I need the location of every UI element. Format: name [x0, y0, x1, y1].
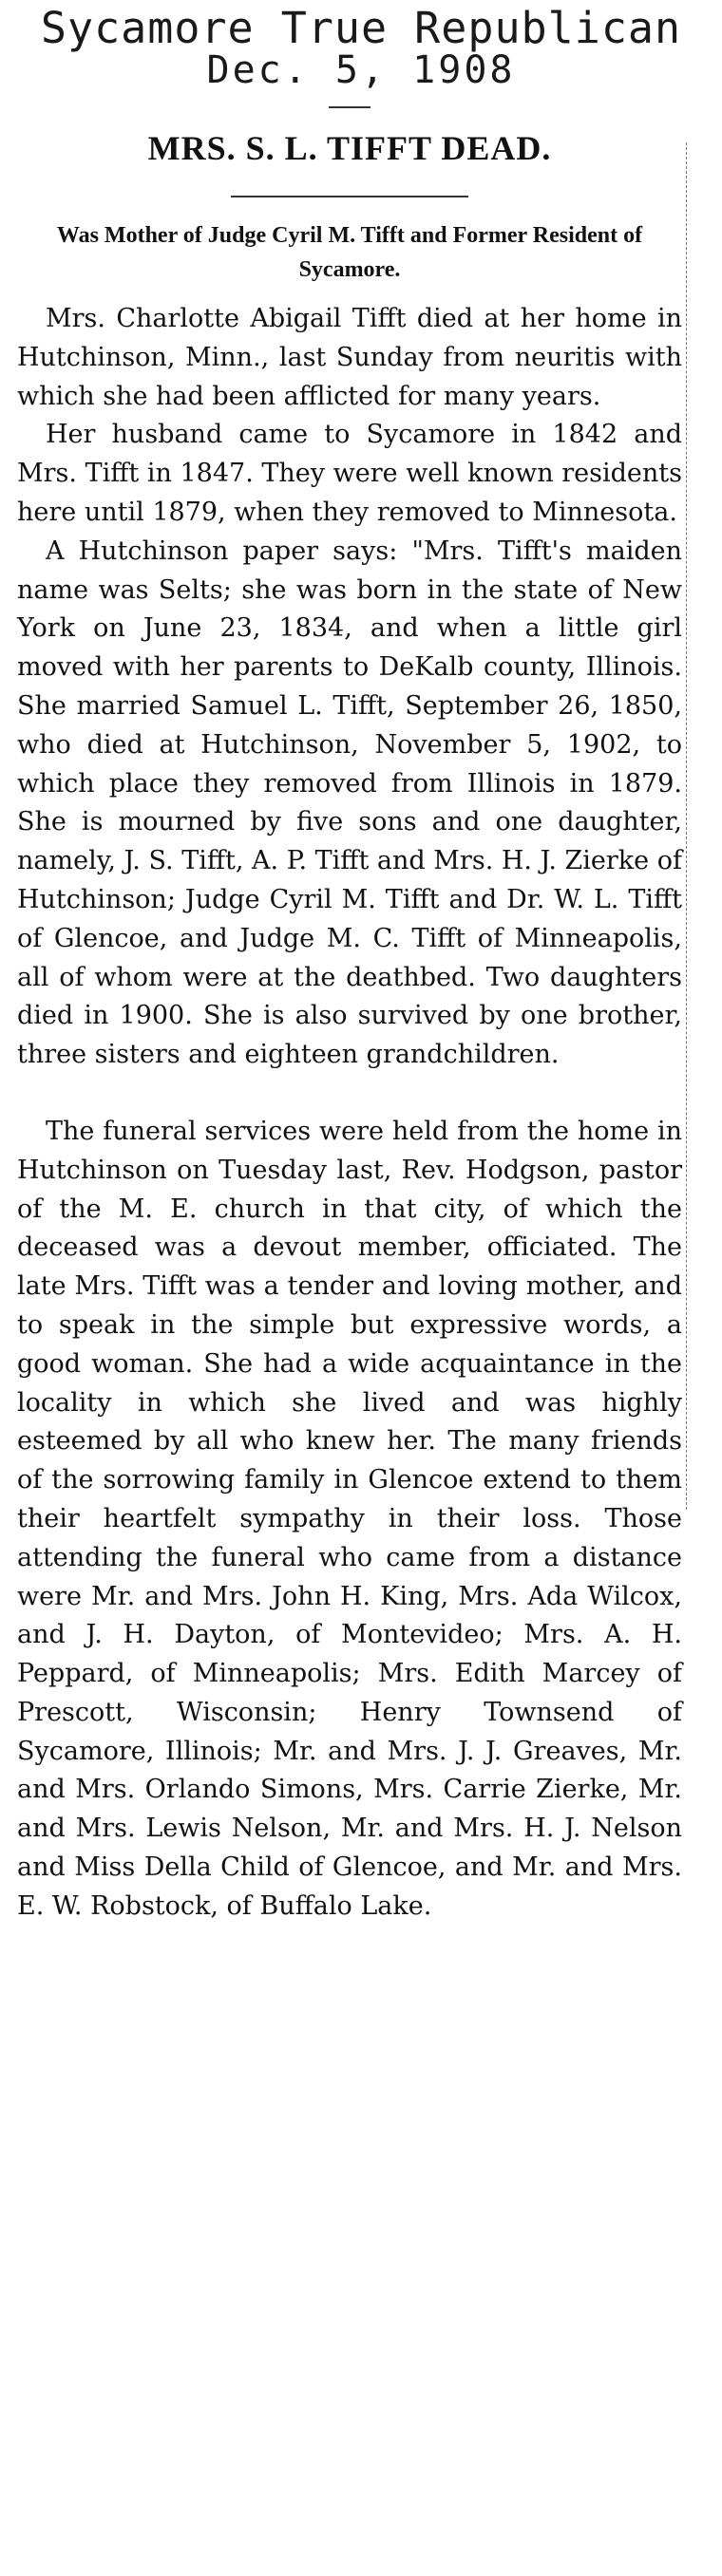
headline-divider — [231, 196, 468, 197]
article-paragraph-1: Mrs. Charlotte Abigail Tifft died at her home in Hutchinson, Minn., last Sunday from neuritis with which she had been afflicted for many years. — [17, 304, 682, 411]
article-subheadline: Was Mother of Judge Cyril M. Tifft and Former Resident of Sycamore. — [56, 223, 643, 282]
masthead — [0, 0, 722, 91]
newspaper-name: Sycamore True Republican — [40, 3, 682, 53]
publication-date: Dec. 5, 1908 — [206, 48, 516, 92]
article-column — [17, 112, 682, 1927]
article-headline: MRS. S. L. TIFFT DEAD. — [147, 129, 552, 167]
article-paragraph-2: Her husband came to Sycamore in 1842 and Mrs. Tifft in 1847. They were well known residents here until 1879, when they removed to Minnesota. — [17, 420, 682, 527]
article-paragraph-3: A Hutchinson paper says: "Mrs. Tifft's maiden name was Selts; she was born in the state of New York on June 23, 1834, and when a little girl moved with her parents to DeKalb county, Illinois. She married Samuel L. Tifft, September 26, 1850, who died at Hutchinson, November 5, 1902, to which place they removed from Illinois in 1879. She is mourned by five sons and one daughter, namely, J. S. Tifft, A. P. Tifft and Mrs. H. J. Zierke of Hutchinson; Judge Cyril M. Tifft and Dr. W. L. Tifft of Glencoe, and Judge M. C. Tifft of Minneapolis, all of whom were at the deathbed. Two daughters died in 1900. She is also survived by one brother, three sisters and eighteen grandchildren. — [17, 536, 682, 1070]
article-paragraph-4: The funeral services were held from the home in Hutchinson on Tuesday last, Rev. Hodgson, pastor of the M. E. church in that city, of which the deceased was a devout member, officiated. The late Mrs. Tifft was a tender and loving mother, and to speak in the simple but expressive words, a good woman. She had a wide acquaintance in the locality in which she lived and was highly esteemed by all who knew her. The many friends of the sorrowing family in Glencoe extend to them their heartfelt sympathy in their loss. Those attending the funeral who came from a distance were Mr. and Mrs. John H. King, Mrs. Ada Wilcox, and J. H. Dayton, of Montevideo; Mrs. A. H. Peppard, of Minneapolis; Mrs. Edith Marcey of Prescott, Wisconsin; Henry Townsend of Sycamore, Illinois; Mr. and Mrs. J. J. Greaves, Mr. and Mrs. Orlando Simons, Mrs. Carrie Zierke, Mr. and Mrs. Lewis Nelson, Mr. and Mrs. H. J. Nelson and Miss Della Child of Glencoe, and Mr. and Mrs. E. W. Robstock, of Buffalo Lake. — [17, 1116, 682, 1921]
masthead-divider — [329, 106, 370, 108]
column-rule — [686, 142, 687, 1510]
